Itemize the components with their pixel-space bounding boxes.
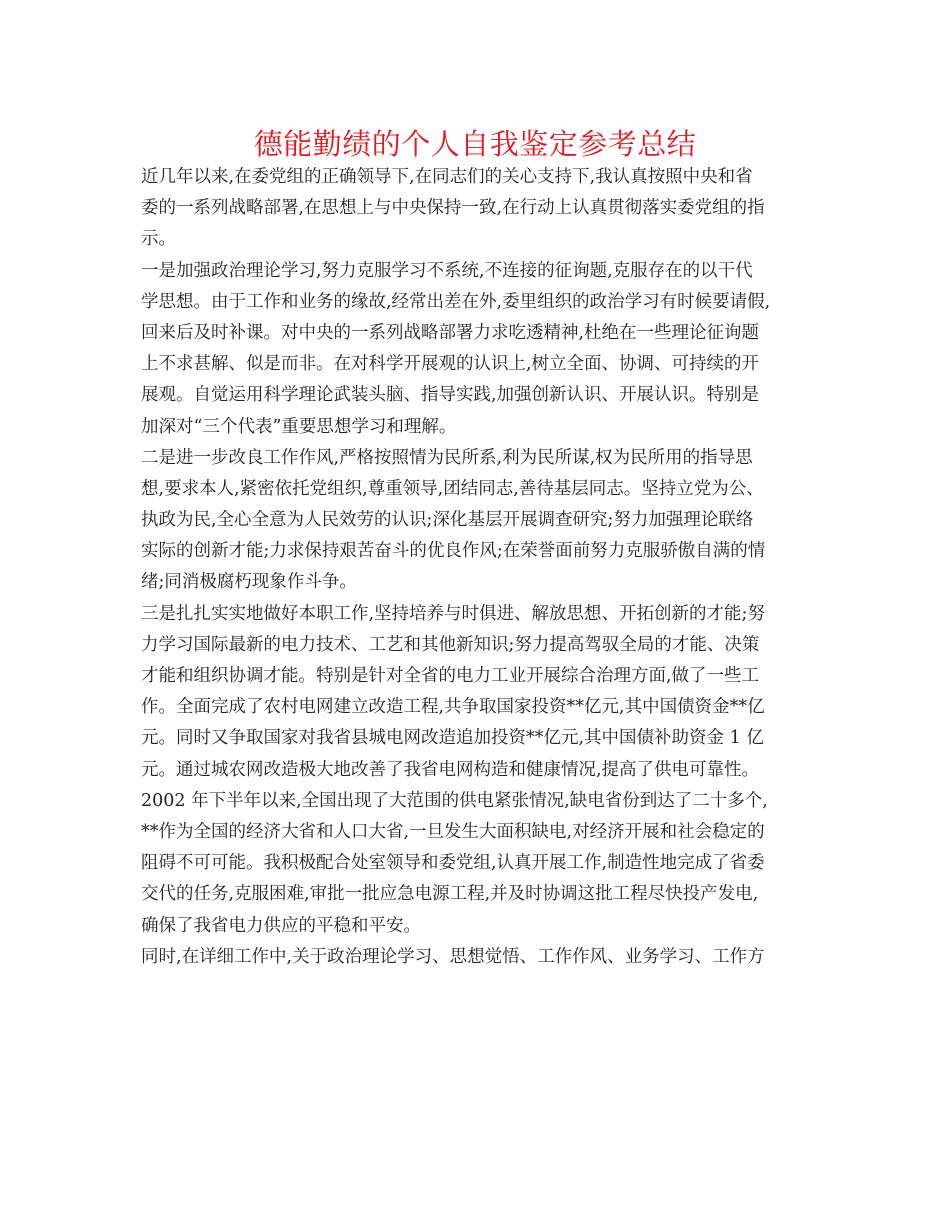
text-line: 实际的创新才能;力求保持艰苦奋斗的优良作风;在荣誉面前努力克服骄傲自满的情 [141,541,766,562]
text-line: 三是扎扎实实地做好本职工作,坚持培养与时俱进、解放思想、开拓创新的才能;努 [141,603,765,624]
text-line: 绪;同消极腐朽现象作斗争。 [141,572,357,593]
text-line: 力学习国际最新的电力技术、工艺和其他新知识;努力提高驾驭全局的才能、决策 [141,634,760,655]
text-line: 加深对“三个代表”重要思想学习和理解。 [141,416,457,437]
document-title: 德能勤绩的个人自我鉴定参考总结 [253,127,697,161]
text-line: 2002 年下半年以来,全国出现了大范围的供电紧张情况,缺电省份到达了二十多个, [141,790,768,811]
text-line: 元。同时又争取国家对我省县城电网改造追加投资**亿元,其中国债补助资金 1 亿 [141,728,764,749]
text-line: 元。通过城农网改造极大地改善了我省电网构造和健康情况,提高了供电可靠性。 [141,759,760,780]
text-line: **作为全国的经济大省和人口大省,一旦发生大面积缺电,对经济开展和社会稳定的 [141,821,765,842]
text-line: 上不求甚解、似是而非。在对科学开展观的认识上,树立全面、协调、可持续的开 [141,354,760,375]
text-line: 示。 [141,229,176,250]
text-line: 一是加强政治理论学习,努力克服学习不系统,不连接的征询题,克服存在的以干代 [141,260,753,281]
text-line: 回来后及时补课。对中央的一系列战略部署力求吃透精神,杜绝在一些理论征询题 [141,322,760,343]
text-line: 阻碍不可可能。我积极配合处室领导和委党组,认真开展工作,制造性地完成了省委 [141,853,765,874]
text-line: 委的一系列战略部署,在思想上与中央保持一致,在行动上认真贯彻落实委党组的指 [141,198,765,219]
text-line: 想,要求本人,紧密依托党组织,尊重领导,团结同志,善待基层同志。坚持立党为公、 [141,478,764,499]
text-line: 执政为民,全心全意为人民效劳的认识;深化基层开展调查研究;努力加强理论联络 [141,510,754,531]
text-line: 交代的任务,克服困难,审批一批应急电源工程,并及时协调这批工程尽快投产发电, [141,884,759,905]
text-line: 确保了我省电力供应的平稳和平安。 [141,915,421,936]
document-body [141,162,831,973]
text-line: 作。全面完成了农村电网建立改造工程,共争取国家投资**亿元,其中国债资金**亿 [141,697,765,718]
text-line: 同时,在详细工作中,关于政治理论学习、思想觉悟、工作作风、业务学习、工作方 [141,946,765,967]
text-line: 才能和组织协调才能。特别是针对全省的电力工业开展综合治理方面,做了一些工 [141,666,760,686]
text-line: 近几年以来,在委党组的正确领导下,在同志们的关心支持下,我认真按照中央和省 [141,167,753,187]
text-line: 学思想。由于工作和业务的缘故,经常出差在外,委里组织的政治学习有时候要请假, [141,291,771,312]
text-line: 二是进一步改良工作作风,严格按照情为民所系,利为民所谋,权为民所用的指导思 [141,447,753,468]
text-line: 展观。自觉运用科学理论武装头脑、指导实践,加强创新认识、开展认识。特别是 [141,385,760,406]
